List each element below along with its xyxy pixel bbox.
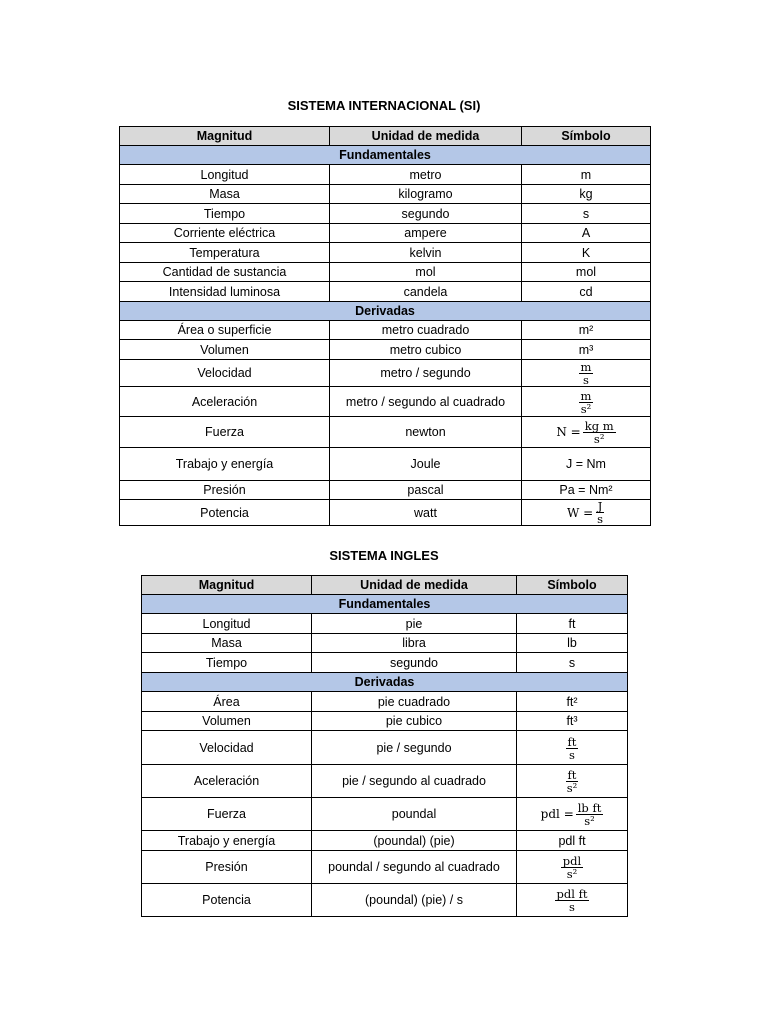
fraction-numerator: m [580,388,592,403]
symbol-fraction [579,361,594,386]
column-header-1: Unidad de medida [330,127,522,146]
table-row [120,185,651,204]
symbol-cell [522,360,651,387]
section-fundamentales-label: Fundamentales [142,595,628,614]
magnitude-cell: Presión [142,851,312,884]
magnitude-cell: Tiempo [142,653,312,673]
section-fundamentales [120,146,651,165]
unit-cell: ampere [330,224,522,243]
symbol-fraction [579,390,594,415]
magnitude-cell: Longitud [142,614,312,634]
magnitude-cell: Tiempo [120,204,330,224]
unit-cell: metro cuadrado [330,321,522,340]
symbol-cell [522,417,651,448]
symbol-fraction [576,802,604,827]
fraction-denominator: s² [566,867,578,881]
table-row [142,851,628,884]
symbol-cell: J = Nm [522,448,651,481]
table-row [120,448,651,481]
unit-cell: metro / segundo al cuadrado [330,387,522,417]
symbol-prefix: pdl = [540,807,574,821]
unit-cell: metro cubico [330,340,522,360]
section-derivadas-label: Derivadas [120,302,651,321]
table-row [142,831,628,851]
table-row [142,765,628,798]
unit-cell: pascal [330,481,522,500]
unit-cell: libra [312,634,517,653]
magnitude-cell: Longitud [120,165,330,185]
magnitude-cell: Masa [142,634,312,653]
table-row [120,340,651,360]
symbol-cell [517,765,628,798]
table-row [120,243,651,263]
fraction-denominator: s [569,747,575,762]
symbol-formula [556,420,615,445]
unit-cell: kilogramo [330,185,522,204]
header-row [120,127,651,146]
magnitude-cell: Velocidad [142,731,312,765]
symbol-cell: m³ [522,340,651,360]
table-row [120,481,651,500]
en-title: SISTEMA INGLES [329,548,439,563]
table-row [120,224,651,243]
symbol-cell: ft² [517,692,628,712]
symbol-cell: K [522,243,651,263]
magnitude-cell: Área o superficie [120,321,330,340]
symbol-fraction [595,500,605,525]
table-row [142,731,628,765]
magnitude-cell: Masa [120,185,330,204]
table-row [142,634,628,653]
header-row [142,576,628,595]
symbol-cell: m [522,165,651,185]
column-header-0: Magnitud [120,127,330,146]
magnitude-cell: Trabajo y energía [120,448,330,481]
magnitude-cell: Cantidad de sustancia [120,263,330,282]
magnitude-cell: Área [142,692,312,712]
table-row [142,614,628,634]
magnitude-cell: Corriente eléctrica [120,224,330,243]
symbol-fraction [561,855,583,880]
table-row [120,500,651,526]
si-table [119,126,651,526]
column-header-2: Símbolo [522,127,651,146]
symbol-cell: m² [522,321,651,340]
fraction-numerator: kg m [584,418,614,433]
section-fundamentales [142,595,628,614]
fraction-denominator: s [583,373,589,387]
unit-cell: pie / segundo al cuadrado [312,765,517,798]
fraction-numerator: m [580,360,592,374]
symbol-fraction [583,420,616,445]
magnitude-cell: Potencia [142,884,312,917]
magnitude-cell: Fuerza [120,417,330,448]
table-row [120,282,651,302]
table-row [120,360,651,387]
table-row [142,653,628,673]
fraction-numerator: pdl ft [556,887,588,901]
section-derivadas-label: Derivadas [142,673,628,692]
symbol-formula [566,736,579,761]
unit-cell: kelvin [330,243,522,263]
symbol-prefix: W = [566,505,594,520]
unit-cell: pie / segundo [312,731,517,765]
symbol-cell: pdl ft [517,831,628,851]
symbol-cell: Pa = Nm² [522,481,651,500]
fraction-denominator: s [569,900,575,914]
fraction-denominator: s [597,512,604,526]
fraction-numerator: ft [567,768,577,782]
symbol-formula [579,390,594,415]
symbol-cell: A [522,224,651,243]
magnitude-cell: Fuerza [142,798,312,831]
symbol-formula [561,855,583,880]
table-row [142,884,628,917]
table-row [142,798,628,831]
unit-cell: metro / segundo [330,360,522,387]
column-header-0: Magnitud [142,576,312,595]
magnitude-cell: Volumen [142,712,312,731]
magnitude-cell: Potencia [120,500,330,526]
unit-cell: pie cubico [312,712,517,731]
symbol-cell [517,851,628,884]
section-fundamentales-label: Fundamentales [120,146,651,165]
unit-cell: (poundal) (pie) [312,831,517,851]
symbol-cell: mol [522,263,651,282]
symbol-prefix: N = [556,425,581,439]
symbol-cell: cd [522,282,651,302]
unit-cell: metro [330,165,522,185]
column-header-2: Símbolo [517,576,628,595]
fraction-denominator: s² [593,431,605,446]
table-row [120,165,651,185]
symbol-cell [517,798,628,831]
symbol-cell [522,387,651,417]
magnitude-cell: Trabajo y energía [142,831,312,851]
symbol-formula [567,500,605,525]
fraction-denominator: s² [566,781,578,795]
magnitude-cell: Presión [120,481,330,500]
section-derivadas [142,673,628,692]
unit-cell: segundo [312,653,517,673]
unit-cell: mol [330,263,522,282]
table-row [120,321,651,340]
unit-cell: poundal / segundo al cuadrado [312,851,517,884]
unit-cell: Joule [330,448,522,481]
symbol-cell [522,500,651,526]
unit-cell: (poundal) (pie) / s [312,884,517,917]
table-row [120,417,651,448]
symbol-fraction [555,888,590,913]
unit-cell: pie [312,614,517,634]
column-header-1: Unidad de medida [312,576,517,595]
magnitude-cell: Aceleración [120,387,330,417]
symbol-fraction [565,769,580,794]
symbol-formula [579,361,594,386]
unit-cell: watt [330,500,522,526]
symbol-cell [517,731,628,765]
section-derivadas [120,302,651,321]
si-title: SISTEMA INTERNACIONAL (SI) [287,98,481,113]
symbol-formula [541,802,604,827]
symbol-formula [565,769,580,794]
fraction-denominator: s² [580,401,592,416]
symbol-formula [555,888,590,913]
unit-cell: poundal [312,798,517,831]
fraction-numerator: pdl [562,854,582,868]
fraction-numerator: lb ft [577,800,602,815]
symbol-cell: s [517,653,628,673]
symbol-cell: ft [517,614,628,634]
magnitude-cell: Temperatura [120,243,330,263]
symbol-cell: s [522,204,651,224]
magnitude-cell: Volumen [120,340,330,360]
unit-cell: candela [330,282,522,302]
symbol-cell: ft³ [517,712,628,731]
table-row [120,204,651,224]
magnitude-cell: Intensidad luminosa [120,282,330,302]
symbol-cell [517,884,628,917]
symbol-cell: kg [522,185,651,204]
fraction-denominator: s² [584,813,595,828]
fraction-numerator: ft [567,734,577,749]
magnitude-cell: Aceleración [142,765,312,798]
en-table [141,575,628,917]
table-row [142,692,628,712]
table-row [120,387,651,417]
magnitude-cell: Velocidad [120,360,330,387]
symbol-fraction [566,736,579,761]
unit-cell: segundo [330,204,522,224]
table-row [120,263,651,282]
unit-cell: newton [330,417,522,448]
table-row [142,712,628,731]
unit-cell: pie cuadrado [312,692,517,712]
fraction-numerator: J [597,499,603,513]
symbol-cell: lb [517,634,628,653]
